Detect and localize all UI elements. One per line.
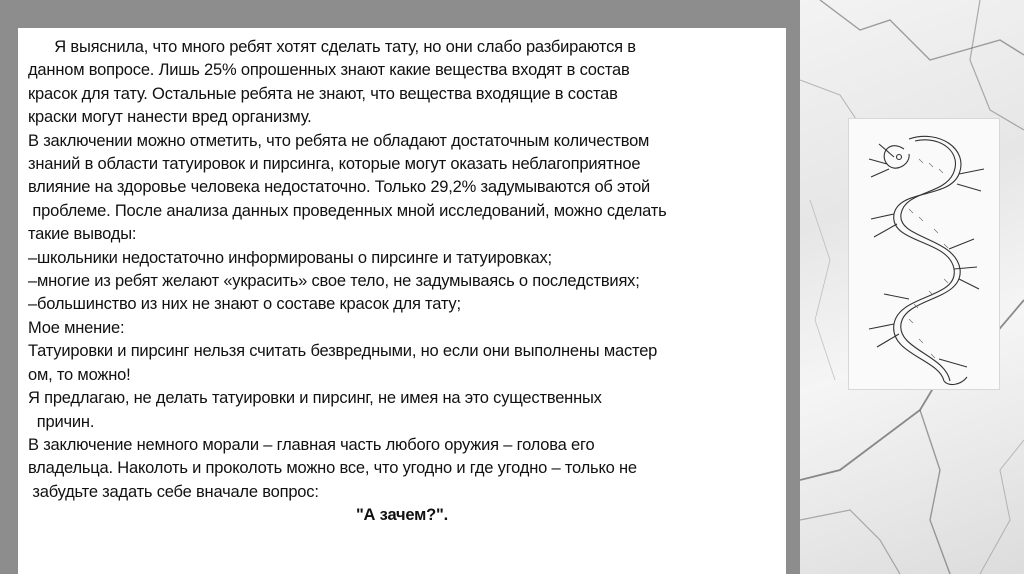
text-line: владельца. Наколоть и проколоть можно все, что угодно и где угодно – только не [28,459,637,478]
text-line: –большинство из них не знают о составе красок для тату; [28,295,461,314]
text-line: Я предлагаю, не делать татуировки и пирсинг, не имея на это существенных [28,389,602,408]
text-line: Я выяснила, что много ребят хотят сделать тату, но они слабо разбираются в [28,38,636,56]
dragon-image [848,118,1000,390]
text-line: проблеме. После анализа данных проведенных мной исследований, можно сделать [28,201,667,220]
text-line: ом, то можно! [28,365,131,384]
text-panel [18,28,786,574]
text-line: Татуировки и пирсинг нельзя считать безвредными, но если они выполнены мастер [28,342,658,361]
text-line: –многие из ребят желают «украсить» свое тело, не задумываясь о последствиях; [28,272,640,291]
text-line: знаний в области татуировок и пирсинга, которые могут оказать неблагоприятное [28,155,641,174]
text-line: такие выводы: [28,225,137,244]
closing-question: "А зачем?". [355,506,449,525]
text-line: влияние на здоровье человека недостаточно. Только 29,2% задумываются об этой [28,178,651,197]
text-line: –школьники недостаточно информированы о пирсинге и татуировках; [28,248,552,267]
text-line: В заключение немного морали – главная часть любого оружия – голова его [28,435,595,454]
text-line: красок для тату. Остальные ребята не знают, что вещества входящие в состав [28,84,618,103]
text-line: причин. [28,412,95,431]
text-line: данном вопросе. Лишь 25% опрошенных знают какие вещества входят в состав [28,61,630,80]
text-line: краски могут нанести вред организму. [28,108,312,127]
dragon-illustration-icon [849,119,1001,391]
text-line: В заключении можно отметить, что ребята не обладают достаточным количеством [28,131,650,150]
text-line: Мое мнение: [28,318,125,337]
main-text [28,36,776,528]
text-line: забудьте задать себе вначале вопрос: [28,482,319,501]
